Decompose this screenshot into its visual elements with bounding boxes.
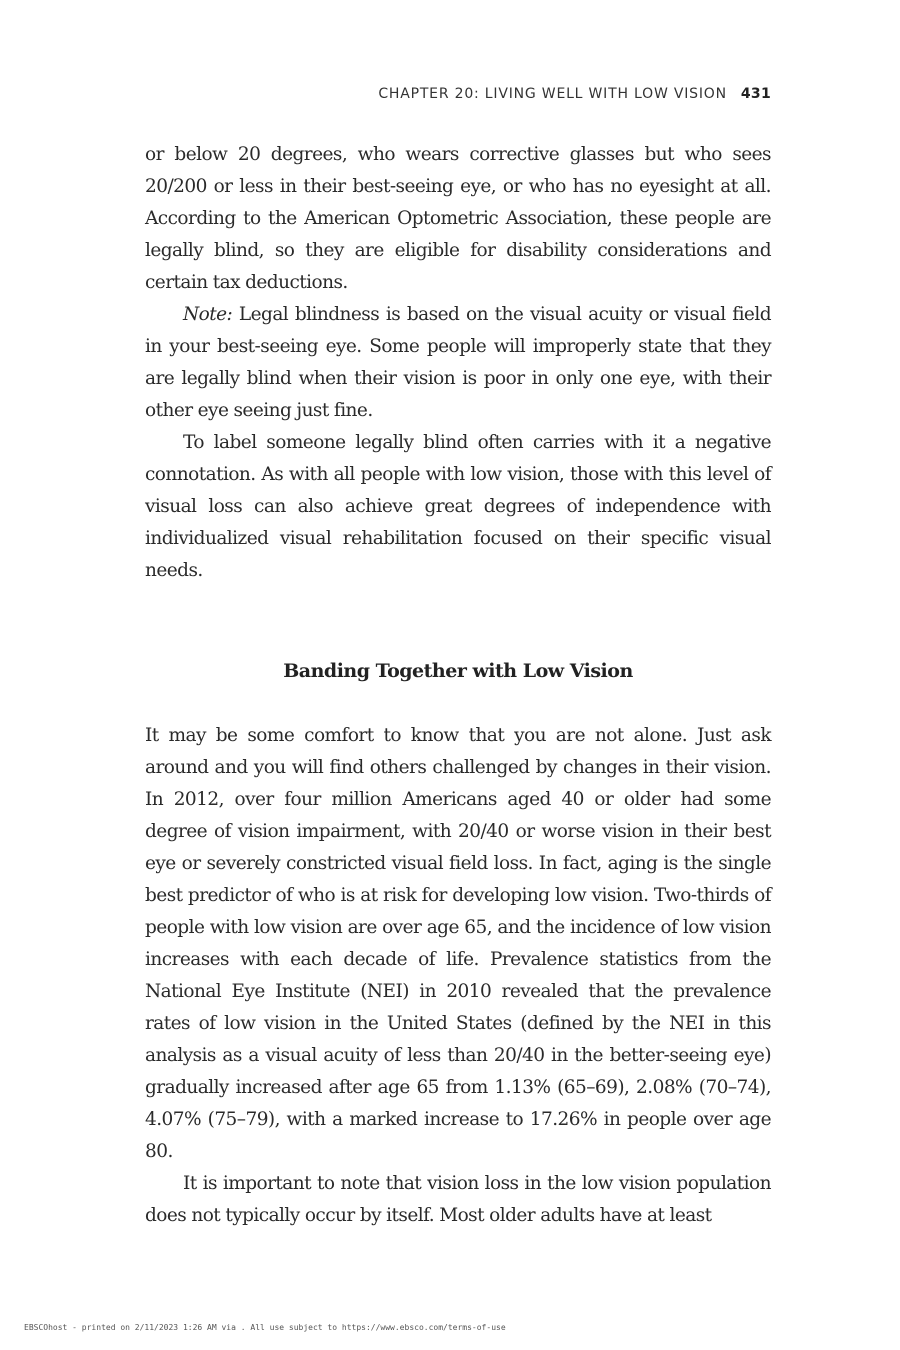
paragraph-negative-connotation: To label someone legally blind often carries with it a negative connotation. As with all people with low vision, those with this level of visual loss can also achieve great degrees of independence with individualized visual rehabilitation focused on their specific visual needs. [145, 432, 771, 581]
note-text: Legal blindness is based on the visual acuity or visual field in your best-seeing eye. Some people will improperly state that they are legally blind when their vision is poor in only one eye, with their other eye seeing just fine. [145, 304, 771, 421]
paragraph-note [145, 299, 771, 427]
running-title: CHAPTER 20: LIVING WELL WITH LOW VISION [378, 86, 727, 102]
paragraph-legal-blindness-definition: or below 20 degrees, who wears corrective glasses but who sees 20/200 or less in their best-seeing eye, or who has no eyesight at all. According to the American Optometric Association, these people are legally blind, so they are eligible for disability considerations and certain tax deductions. [145, 144, 771, 293]
body-text-top [145, 139, 771, 587]
page-number: 431 [740, 86, 771, 102]
print-footer: EBSCOhost - printed on 2/11/2023 1:26 AM via . All use subject to https://www.ebsco.com/terms-of-use [24, 1323, 506, 1332]
paragraph-vision-loss-note: It is important to note that vision loss in the low vision population does not typically occur by itself. Most older adults have at least [145, 1173, 771, 1226]
running-header [145, 84, 771, 104]
note-label: Note: [183, 304, 233, 325]
body-text-section [145, 720, 771, 1232]
paragraph-statistics: It may be some comfort to know that you are not alone. Just ask around and you will find others challenged by changes in their vision. In 2012, over four million Americans aged 40 or older had some degree of vision impairment, with 20/40 or worse vision in their best eye or severely constricted visual field loss. In fact, aging is the single best predictor of who is at risk for developing low vision. Two-thirds of people with low vision are over age 65, and the incidence of low vision increases with each decade of life. Prevalence statistics from the National Eye Institute (NEI) in 2010 revealed that the prevalence rates of low vision in the United States (defined by the NEI in this analysis as a visual acuity of less than 20/40 in the better-seeing eye) gradually increased after age 65 from 1.13% (65–69), 2.08% (70–74), 4.07% (75–79), with a marked increase to 17.26% in people over age 80. [145, 725, 771, 1162]
section-heading: Banding Together with Low Vision [283, 660, 633, 682]
